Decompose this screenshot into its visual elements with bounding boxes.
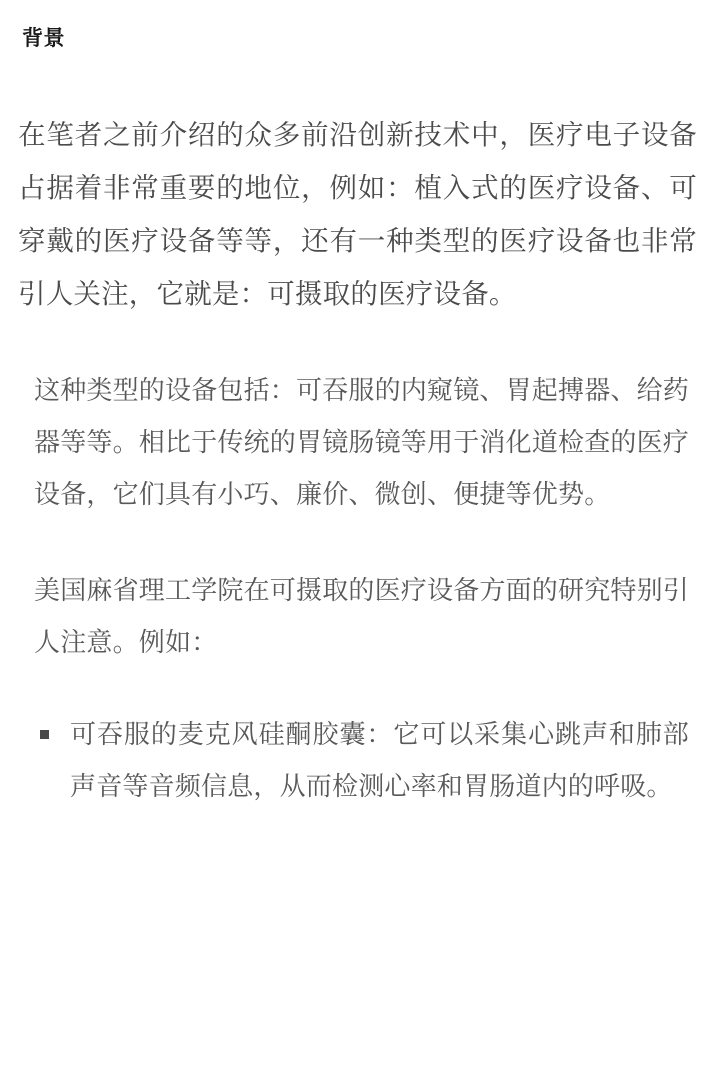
list-item-label: 可吞服的麦克风硅酮胶囊：它可以采集心跳声和肺部声音等音频信息，从而检测心率和胃肠道内的呼吸。 (70, 719, 689, 801)
lead-paragraph (18, 108, 697, 320)
body-paragraph-1: 这种类型的设备包括：可吞服的内窥镜、胃起搏器、给药器等等。相比于传统的胃镜肠镜等用于消化道检查的医疗设备，它们具有小巧、廉价、微创、便捷等优势。 (34, 375, 690, 509)
highlighted-term: 医疗电子设备 (527, 119, 697, 150)
page-title: 背景 (22, 27, 65, 50)
bullet-square-icon (40, 730, 49, 739)
bullet-list (18, 708, 697, 812)
lead-text-after: 占据着非常重要的地位，例如：植入式的医疗设备、可穿戴的医疗设备等等，还有一种类型的医疗设备也非常引人关注，它就是：可摄取的医疗设备。 (18, 172, 697, 309)
article-page (0, 22, 715, 1085)
list-item (70, 708, 689, 812)
lead-text-before: 在笔者之前介绍的众多前沿创新技术中， (18, 119, 528, 150)
body-paragraph-2: 美国麻省理工学院在可摄取的医疗设备方面的研究特别引人注意。例如： (34, 575, 690, 657)
